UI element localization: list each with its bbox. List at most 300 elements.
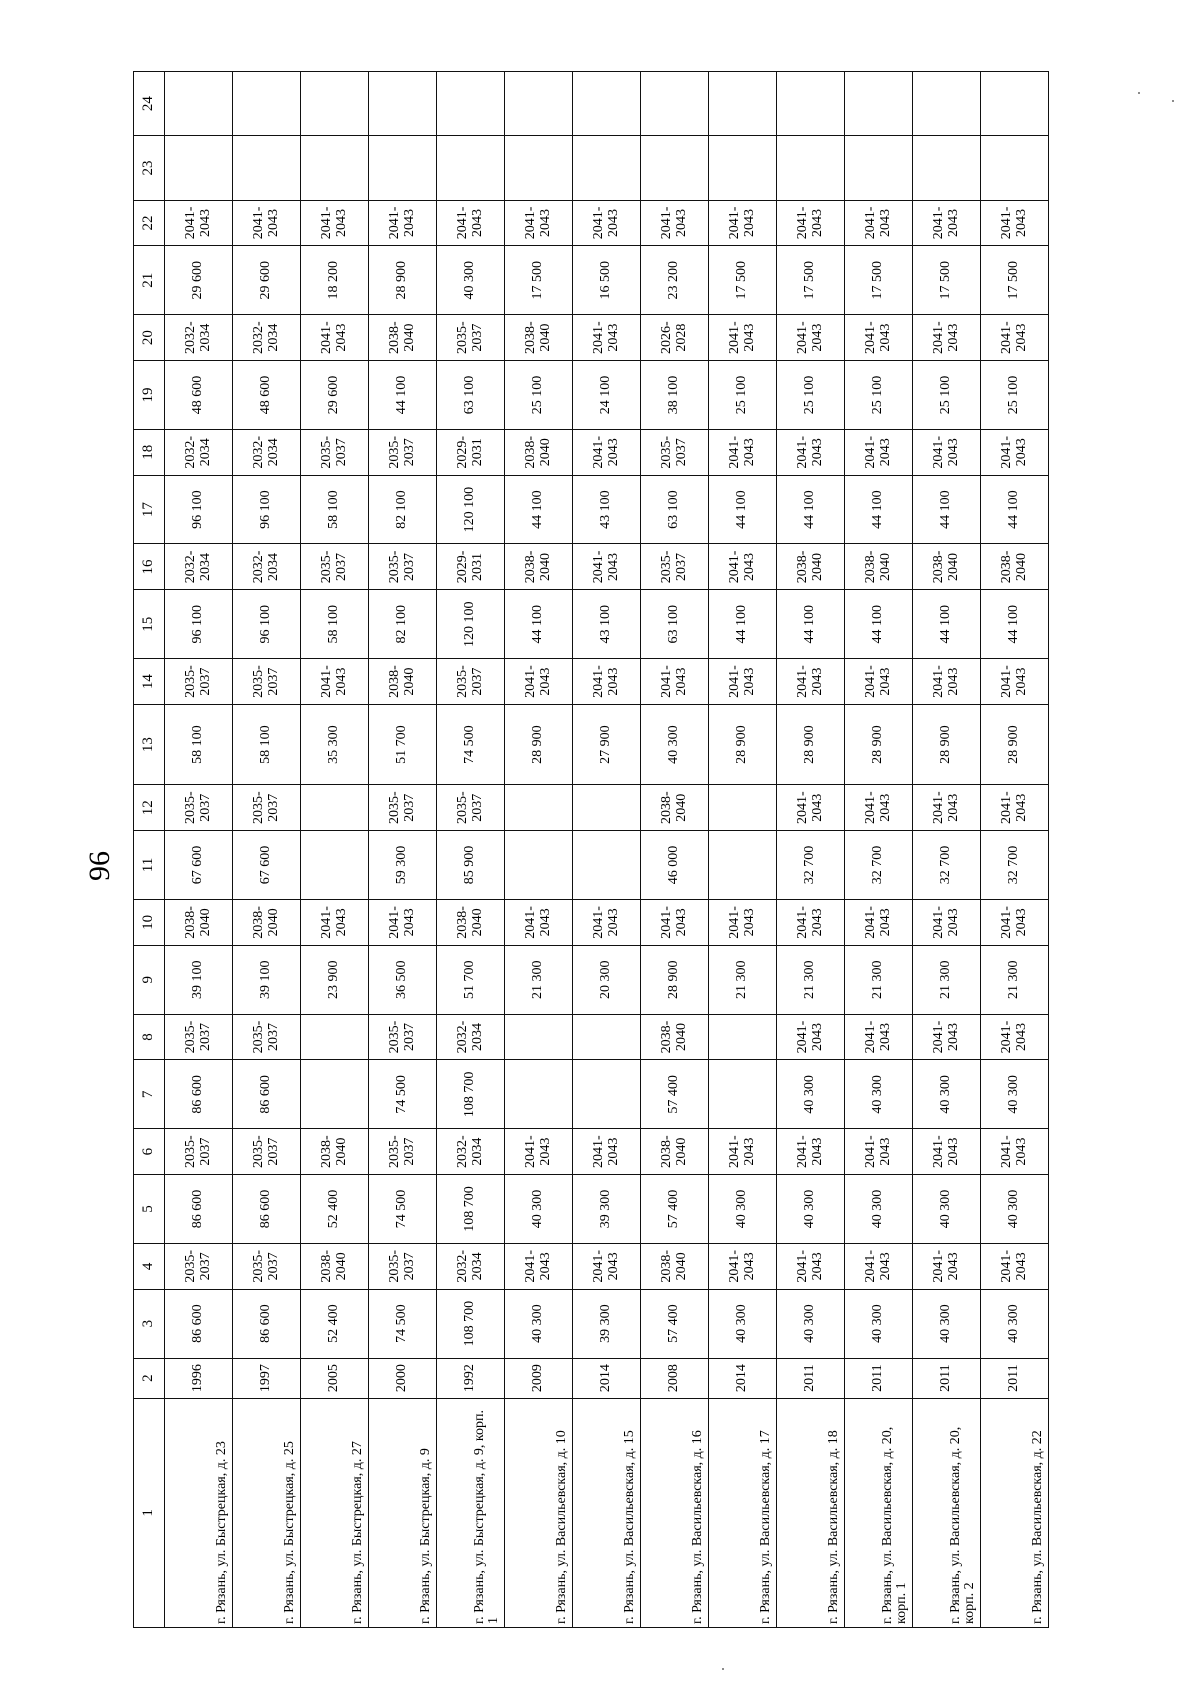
table-cell: 2035-2037 bbox=[233, 1014, 301, 1060]
table-cell: 67 600 bbox=[165, 831, 233, 900]
table-cell: 40 300 bbox=[981, 1060, 1049, 1129]
address-cell: г. Рязань, ул. Быстрецкая, д. 27 bbox=[301, 1398, 369, 1627]
column-number-4: 4 bbox=[134, 1243, 165, 1289]
table-cell bbox=[369, 72, 437, 136]
table-cell: 2041-2043 bbox=[777, 1129, 845, 1175]
table-cell: 28 900 bbox=[777, 705, 845, 785]
table-cell: 17 500 bbox=[913, 246, 981, 315]
table-cell: 46 000 bbox=[641, 831, 709, 900]
table-cell: 40 300 bbox=[913, 1175, 981, 1244]
table-cell: 2041-2043 bbox=[981, 429, 1049, 475]
table-cell: 2041-2043 bbox=[709, 429, 777, 475]
column-number-8: 8 bbox=[134, 1014, 165, 1060]
table-cell bbox=[505, 72, 573, 136]
table-cell: 2041-2043 bbox=[981, 899, 1049, 945]
year-cell: 2005 bbox=[301, 1358, 369, 1398]
table-cell: 44 100 bbox=[913, 590, 981, 659]
table-cell: 2041-2043 bbox=[981, 1129, 1049, 1175]
table-cell: 2041-2043 bbox=[573, 315, 641, 361]
table-cell: 2041-2043 bbox=[981, 200, 1049, 246]
table-cell: 43 100 bbox=[573, 475, 641, 544]
table-cell: 2041-2043 bbox=[981, 315, 1049, 361]
table-cell: 2038-2040 bbox=[165, 899, 233, 945]
table-body bbox=[165, 72, 1049, 1628]
table-cell: 2041-2043 bbox=[845, 1014, 913, 1060]
table-cell: 63 100 bbox=[641, 475, 709, 544]
table-cell: 2041-2043 bbox=[913, 200, 981, 246]
table-cell: 67 600 bbox=[233, 831, 301, 900]
table-cell: 40 300 bbox=[641, 705, 709, 785]
table-cell: 2041-2043 bbox=[777, 429, 845, 475]
table-cell: 40 300 bbox=[845, 1060, 913, 1129]
table-cell: 2041-2043 bbox=[573, 544, 641, 590]
address-cell: г. Рязань, ул. Васильевская, д. 16 bbox=[641, 1398, 709, 1627]
table-cell: 25 100 bbox=[709, 361, 777, 430]
table-cell: 32 700 bbox=[845, 831, 913, 900]
table-cell: 2041-2043 bbox=[233, 200, 301, 246]
table-cell: 2041-2043 bbox=[913, 1014, 981, 1060]
table-cell: 2041-2043 bbox=[845, 1243, 913, 1289]
table-cell: 2041-2043 bbox=[573, 1243, 641, 1289]
table-cell: 57 400 bbox=[641, 1175, 709, 1244]
table-cell: 23 900 bbox=[301, 945, 369, 1014]
table-cell: 2041-2043 bbox=[573, 659, 641, 705]
table-cell: 2035-2037 bbox=[641, 544, 709, 590]
address-cell: г. Рязань, ул. Быстрецкая, д. 9, корп. 1 bbox=[437, 1398, 505, 1627]
table-cell bbox=[777, 136, 845, 200]
table-cell: 2041-2043 bbox=[777, 315, 845, 361]
table-cell: 2041-2043 bbox=[369, 899, 437, 945]
table-row bbox=[505, 72, 573, 1628]
table-cell: 2041-2043 bbox=[981, 659, 1049, 705]
table-cell: 2041-2043 bbox=[845, 200, 913, 246]
table-cell: 2035-2037 bbox=[369, 785, 437, 831]
table-cell: 96 100 bbox=[165, 475, 233, 544]
year-cell: 2011 bbox=[913, 1358, 981, 1398]
table-cell: 82 100 bbox=[369, 590, 437, 659]
table-cell: 108 700 bbox=[437, 1060, 505, 1129]
table-cell: 2035-2037 bbox=[165, 1129, 233, 1175]
column-number-19: 19 bbox=[134, 361, 165, 430]
address-cell: г. Рязань, ул. Васильевская, д. 20, корп. 1 bbox=[845, 1398, 913, 1627]
column-number-24: 24 bbox=[134, 72, 165, 136]
table-cell: 27 900 bbox=[573, 705, 641, 785]
table-cell: 44 100 bbox=[845, 475, 913, 544]
table-cell: 44 100 bbox=[777, 590, 845, 659]
table-cell: 2041-2043 bbox=[777, 200, 845, 246]
table-cell: 2041-2043 bbox=[777, 899, 845, 945]
table-cell: 40 300 bbox=[777, 1060, 845, 1129]
table-cell bbox=[573, 72, 641, 136]
table-cell: 28 900 bbox=[981, 705, 1049, 785]
table-cell bbox=[981, 136, 1049, 200]
column-number-6: 6 bbox=[134, 1129, 165, 1175]
table-cell: 2041-2043 bbox=[709, 544, 777, 590]
table-cell bbox=[641, 72, 709, 136]
table-cell: 2041-2043 bbox=[709, 899, 777, 945]
table-cell: 32 700 bbox=[981, 831, 1049, 900]
table-cell: 96 100 bbox=[165, 590, 233, 659]
table-cell: 2041-2043 bbox=[709, 1243, 777, 1289]
table-cell: 29 600 bbox=[233, 246, 301, 315]
table-cell bbox=[709, 72, 777, 136]
column-number-5: 5 bbox=[134, 1175, 165, 1244]
table-cell: 44 100 bbox=[505, 475, 573, 544]
table-cell: 2038-2040 bbox=[641, 1243, 709, 1289]
year-cell: 2011 bbox=[981, 1358, 1049, 1398]
table-cell: 17 500 bbox=[981, 246, 1049, 315]
table-cell: 44 100 bbox=[369, 361, 437, 430]
column-number-23: 23 bbox=[134, 136, 165, 200]
table-row bbox=[981, 72, 1049, 1628]
table-cell: 16 500 bbox=[573, 246, 641, 315]
table-cell: 2035-2037 bbox=[437, 785, 505, 831]
table-cell: 2038-2040 bbox=[369, 315, 437, 361]
table-cell: 32 700 bbox=[777, 831, 845, 900]
table-cell: 28 900 bbox=[505, 705, 573, 785]
table-cell: 57 400 bbox=[641, 1060, 709, 1129]
column-number-13: 13 bbox=[134, 705, 165, 785]
table-cell: 39 100 bbox=[233, 945, 301, 1014]
table-cell: 96 100 bbox=[233, 590, 301, 659]
table-cell: 23 200 bbox=[641, 246, 709, 315]
table-cell: 2032-2034 bbox=[233, 315, 301, 361]
table-cell: 2032-2034 bbox=[165, 429, 233, 475]
table-cell: 2035-2037 bbox=[165, 1014, 233, 1060]
year-cell: 1996 bbox=[165, 1358, 233, 1398]
column-number-7: 7 bbox=[134, 1060, 165, 1129]
table-cell: 21 300 bbox=[777, 945, 845, 1014]
table-cell: 40 300 bbox=[709, 1175, 777, 1244]
address-cell: г. Рязань, ул. Васильевская, д. 15 bbox=[573, 1398, 641, 1627]
table-cell: 18 200 bbox=[301, 246, 369, 315]
table-cell: 40 300 bbox=[505, 1175, 573, 1244]
table-cell: 36 500 bbox=[369, 945, 437, 1014]
table-cell: 2041-2043 bbox=[777, 1243, 845, 1289]
table-cell: 86 600 bbox=[233, 1175, 301, 1244]
column-number-3: 3 bbox=[134, 1289, 165, 1358]
table-cell: 2041-2043 bbox=[505, 899, 573, 945]
table-cell: 58 100 bbox=[301, 590, 369, 659]
table-cell bbox=[913, 72, 981, 136]
column-number-15: 15 bbox=[134, 590, 165, 659]
column-number-14: 14 bbox=[134, 659, 165, 705]
table-cell: 44 100 bbox=[709, 590, 777, 659]
table-cell: 2038-2040 bbox=[301, 1129, 369, 1175]
year-cell: 2000 bbox=[369, 1358, 437, 1398]
column-number-2: 2 bbox=[134, 1358, 165, 1398]
table-cell: 2041-2043 bbox=[709, 1129, 777, 1175]
table-cell: 86 600 bbox=[165, 1060, 233, 1129]
table-cell bbox=[505, 785, 573, 831]
table-cell: 2038-2040 bbox=[233, 899, 301, 945]
table-cell bbox=[505, 136, 573, 200]
table-cell: 2038-2040 bbox=[845, 544, 913, 590]
table-row bbox=[437, 72, 505, 1628]
table-cell: 25 100 bbox=[981, 361, 1049, 430]
table-cell: 2041-2043 bbox=[845, 315, 913, 361]
table-cell: 2041-2043 bbox=[845, 899, 913, 945]
table-cell: 74 500 bbox=[369, 1289, 437, 1358]
address-cell: г. Рязань, ул. Быстрецкая, д. 25 bbox=[233, 1398, 301, 1627]
table-cell: 2041-2043 bbox=[505, 200, 573, 246]
table-cell: 28 900 bbox=[845, 705, 913, 785]
table-cell: 48 600 bbox=[165, 361, 233, 430]
table-cell: 40 300 bbox=[777, 1175, 845, 1244]
table-cell bbox=[233, 72, 301, 136]
table-cell: 2041-2043 bbox=[573, 429, 641, 475]
table-cell bbox=[573, 1014, 641, 1060]
year-cell: 2011 bbox=[777, 1358, 845, 1398]
table-cell bbox=[709, 136, 777, 200]
year-cell: 2014 bbox=[573, 1358, 641, 1398]
table-cell: 40 300 bbox=[777, 1289, 845, 1358]
table-cell: 2041-2043 bbox=[709, 315, 777, 361]
table-cell: 38 100 bbox=[641, 361, 709, 430]
table-cell: 2041-2043 bbox=[709, 200, 777, 246]
table-cell: 82 100 bbox=[369, 475, 437, 544]
table-cell: 2041-2043 bbox=[845, 659, 913, 705]
table-row bbox=[913, 72, 981, 1628]
table-cell: 52 400 bbox=[301, 1175, 369, 1244]
table-cell: 108 700 bbox=[437, 1175, 505, 1244]
table-cell: 74 500 bbox=[369, 1060, 437, 1129]
table-cell: 40 300 bbox=[981, 1175, 1049, 1244]
table-cell: 2041-2043 bbox=[437, 200, 505, 246]
table-cell: 2035-2037 bbox=[369, 1243, 437, 1289]
table-cell: 2041-2043 bbox=[301, 659, 369, 705]
table-cell: 85 900 bbox=[437, 831, 505, 900]
table-cell: 2041-2043 bbox=[981, 1014, 1049, 1060]
table-cell: 39 300 bbox=[573, 1175, 641, 1244]
table-cell: 51 700 bbox=[369, 705, 437, 785]
table-cell: 48 600 bbox=[233, 361, 301, 430]
table-cell: 2041-2043 bbox=[845, 785, 913, 831]
table-cell: 40 300 bbox=[845, 1289, 913, 1358]
table-cell: 2038-2040 bbox=[981, 544, 1049, 590]
table-row bbox=[301, 72, 369, 1628]
table-cell bbox=[641, 136, 709, 200]
table-row bbox=[369, 72, 437, 1628]
table-cell: 2041-2043 bbox=[573, 899, 641, 945]
table-cell: 59 300 bbox=[369, 831, 437, 900]
table-row bbox=[709, 72, 777, 1628]
table-cell: 2041-2043 bbox=[641, 200, 709, 246]
table-cell: 96 100 bbox=[233, 475, 301, 544]
table-cell: 44 100 bbox=[845, 590, 913, 659]
table-cell bbox=[301, 72, 369, 136]
table-cell: 2041-2043 bbox=[165, 200, 233, 246]
table-cell: 40 300 bbox=[709, 1289, 777, 1358]
table-cell: 44 100 bbox=[981, 475, 1049, 544]
table-cell: 2041-2043 bbox=[913, 659, 981, 705]
scan-speck bbox=[1138, 92, 1140, 94]
year-cell: 1997 bbox=[233, 1358, 301, 1398]
table-row bbox=[233, 72, 301, 1628]
table-cell: 2041-2043 bbox=[505, 1243, 573, 1289]
table-cell: 28 900 bbox=[913, 705, 981, 785]
table-cell: 2035-2037 bbox=[165, 659, 233, 705]
table-cell: 40 300 bbox=[981, 1289, 1049, 1358]
column-number-22: 22 bbox=[134, 200, 165, 246]
table-cell: 2038-2040 bbox=[505, 315, 573, 361]
column-number-12: 12 bbox=[134, 785, 165, 831]
table-cell bbox=[709, 831, 777, 900]
table-cell bbox=[165, 136, 233, 200]
table-cell bbox=[573, 136, 641, 200]
scan-speck bbox=[722, 1668, 724, 1670]
table-cell: 17 500 bbox=[777, 246, 845, 315]
table-cell bbox=[505, 831, 573, 900]
table-cell: 25 100 bbox=[505, 361, 573, 430]
table-cell bbox=[165, 72, 233, 136]
address-cell: г. Рязань, ул. Васильевская, д. 18 bbox=[777, 1398, 845, 1627]
table-cell: 2029-2031 bbox=[437, 429, 505, 475]
column-number-10: 10 bbox=[134, 899, 165, 945]
table-cell: 28 900 bbox=[641, 945, 709, 1014]
table-cell: 2038-2040 bbox=[505, 544, 573, 590]
table-cell: 40 300 bbox=[913, 1060, 981, 1129]
table-cell: 120 100 bbox=[437, 590, 505, 659]
table-cell: 2041-2043 bbox=[573, 200, 641, 246]
table-rotator bbox=[133, 71, 1200, 1628]
table-cell: 2035-2037 bbox=[165, 785, 233, 831]
table-cell: 2041-2043 bbox=[845, 1129, 913, 1175]
rotated-table-area bbox=[133, 71, 1200, 1628]
table-cell: 2041-2043 bbox=[709, 659, 777, 705]
table-cell: 120 100 bbox=[437, 475, 505, 544]
address-cell: г. Рязань, ул. Васильевская, д. 10 bbox=[505, 1398, 573, 1627]
table-cell: 2032-2034 bbox=[437, 1129, 505, 1175]
table-cell: 2035-2037 bbox=[233, 785, 301, 831]
table-cell bbox=[505, 1060, 573, 1129]
table-cell: 17 500 bbox=[709, 246, 777, 315]
column-number-16: 16 bbox=[134, 544, 165, 590]
column-number-20: 20 bbox=[134, 315, 165, 361]
table-cell bbox=[709, 785, 777, 831]
table-cell: 2026-2028 bbox=[641, 315, 709, 361]
address-cell: г. Рязань, ул. Быстрецкая, д. 23 bbox=[165, 1398, 233, 1627]
table-cell: 63 100 bbox=[641, 590, 709, 659]
column-number-11: 11 bbox=[134, 831, 165, 900]
table-cell: 2041-2043 bbox=[301, 200, 369, 246]
table-cell: 2035-2037 bbox=[437, 659, 505, 705]
table-cell: 2035-2037 bbox=[369, 1014, 437, 1060]
table-cell: 21 300 bbox=[709, 945, 777, 1014]
table-cell bbox=[437, 72, 505, 136]
table-cell bbox=[573, 1060, 641, 1129]
table-cell: 2041-2043 bbox=[777, 659, 845, 705]
table-cell: 24 100 bbox=[573, 361, 641, 430]
table-cell bbox=[301, 785, 369, 831]
table-cell: 2041-2043 bbox=[913, 899, 981, 945]
table-cell: 21 300 bbox=[845, 945, 913, 1014]
column-number-9: 9 bbox=[134, 945, 165, 1014]
column-number-21: 21 bbox=[134, 246, 165, 315]
table-cell: 2038-2040 bbox=[369, 659, 437, 705]
table-cell: 51 700 bbox=[437, 945, 505, 1014]
table-cell: 2041-2043 bbox=[573, 1129, 641, 1175]
table-cell: 2041-2043 bbox=[981, 785, 1049, 831]
address-cell: г. Рязань, ул. Васильевская, д. 17 bbox=[709, 1398, 777, 1627]
scan-speck bbox=[1172, 100, 1174, 102]
year-cell: 1992 bbox=[437, 1358, 505, 1398]
table-cell bbox=[301, 1014, 369, 1060]
table-cell: 28 900 bbox=[709, 705, 777, 785]
year-cell: 2014 bbox=[709, 1358, 777, 1398]
table-cell: 2032-2034 bbox=[233, 544, 301, 590]
table-cell bbox=[913, 136, 981, 200]
table-cell: 20 300 bbox=[573, 945, 641, 1014]
table-cell: 2035-2037 bbox=[233, 1129, 301, 1175]
table-cell bbox=[845, 136, 913, 200]
table-cell: 40 300 bbox=[845, 1175, 913, 1244]
table-cell: 2038-2040 bbox=[913, 544, 981, 590]
table-cell: 2041-2043 bbox=[777, 785, 845, 831]
table-cell: 74 500 bbox=[369, 1175, 437, 1244]
repair-schedule-table bbox=[133, 71, 1049, 1628]
column-number-header-row bbox=[134, 72, 165, 1628]
table-cell: 2035-2037 bbox=[369, 544, 437, 590]
table-cell: 44 100 bbox=[505, 590, 573, 659]
table-cell: 2041-2043 bbox=[981, 1243, 1049, 1289]
table-cell: 44 100 bbox=[913, 475, 981, 544]
address-cell: г. Рязань, ул. Васильевская, д. 22 bbox=[981, 1398, 1049, 1627]
table-cell bbox=[981, 72, 1049, 136]
table-cell: 29 600 bbox=[165, 246, 233, 315]
table-cell: 2038-2040 bbox=[777, 544, 845, 590]
table-cell: 32 700 bbox=[913, 831, 981, 900]
table-cell bbox=[573, 831, 641, 900]
year-cell: 2008 bbox=[641, 1358, 709, 1398]
table-cell: 2038-2040 bbox=[641, 1014, 709, 1060]
table-cell: 2032-2034 bbox=[437, 1243, 505, 1289]
table-row bbox=[641, 72, 709, 1628]
table-cell: 39 300 bbox=[573, 1289, 641, 1358]
table-cell: 40 300 bbox=[913, 1289, 981, 1358]
table-row bbox=[777, 72, 845, 1628]
page-number: 96 bbox=[83, 851, 116, 881]
table-cell: 2035-2037 bbox=[369, 1129, 437, 1175]
table-cell: 2035-2037 bbox=[233, 659, 301, 705]
year-cell: 2009 bbox=[505, 1358, 573, 1398]
table-cell: 2032-2034 bbox=[233, 429, 301, 475]
table-cell: 2035-2037 bbox=[165, 1243, 233, 1289]
table-cell: 2038-2040 bbox=[437, 899, 505, 945]
table-cell: 39 100 bbox=[165, 945, 233, 1014]
table-cell: 44 100 bbox=[777, 475, 845, 544]
table-cell: 2041-2043 bbox=[641, 899, 709, 945]
table-cell: 58 100 bbox=[301, 475, 369, 544]
table-cell: 2041-2043 bbox=[845, 429, 913, 475]
table-cell: 2041-2043 bbox=[369, 200, 437, 246]
table-cell: 2041-2043 bbox=[301, 315, 369, 361]
table-cell: 2035-2037 bbox=[437, 315, 505, 361]
column-number-18: 18 bbox=[134, 429, 165, 475]
table-cell: 74 500 bbox=[437, 705, 505, 785]
table-cell: 25 100 bbox=[845, 361, 913, 430]
table-cell: 2041-2043 bbox=[913, 1243, 981, 1289]
table-cell: 2038-2040 bbox=[641, 785, 709, 831]
table-cell: 25 100 bbox=[913, 361, 981, 430]
table-cell: 29 600 bbox=[301, 361, 369, 430]
table-cell: 2041-2043 bbox=[301, 899, 369, 945]
table-cell bbox=[573, 785, 641, 831]
column-number-1: 1 bbox=[134, 1398, 165, 1627]
table-cell: 57 400 bbox=[641, 1289, 709, 1358]
table-cell: 35 300 bbox=[301, 705, 369, 785]
table-cell: 40 300 bbox=[437, 246, 505, 315]
